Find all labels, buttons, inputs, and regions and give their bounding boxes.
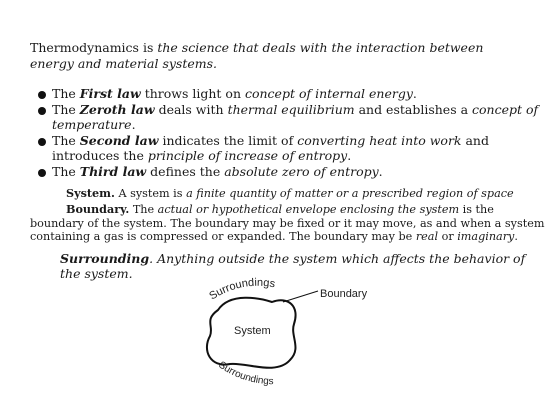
system-label: System: [234, 325, 271, 337]
surroundings-bottom-label: Surroundings: [216, 359, 274, 388]
list-item-third-law: The Third law defines the absolute zero of entropy.: [38, 164, 548, 179]
system-boundary-diagram: [190, 276, 390, 396]
law-name: First law: [79, 86, 141, 101]
list-item-first-law: The First law throws light on concept of internal energy.: [38, 86, 548, 101]
intro-lead: Thermodynamics is: [30, 40, 158, 55]
boundary-label: Boundary: [320, 288, 368, 300]
list-item-zeroth-law: The Zeroth law deals with thermal equilibrium and establishes a concept of temperature.: [38, 102, 548, 132]
bullet-icon: [38, 169, 46, 177]
intro-definition: the science that deals with the interaction between energy and material systems.: [30, 40, 484, 71]
system-term: System.: [66, 186, 115, 200]
law-name: Second law: [79, 133, 159, 148]
bullet-icon: [38, 138, 46, 146]
boundary-term: Boundary.: [66, 202, 130, 216]
boundary-leader-line: [283, 291, 318, 302]
law-name: Third law: [79, 164, 147, 179]
list-item-second-law: The Second law indicates the limit of converting heat into work and introduces the principle of increase of entropy.: [38, 133, 548, 163]
bullet-icon: [38, 107, 46, 115]
surrounding-definition: Surrounding. Anything outside the system which affects the behavior of the system.: [60, 251, 526, 281]
surroundings-top-label: Surroundings: [207, 276, 276, 303]
law-name: Zeroth law: [79, 102, 155, 117]
surrounding-term: Surrounding: [60, 251, 150, 266]
boundary-definition: Boundary. The actual or hypothetical envelope enclosing the system is the boundary of the system. The boundary may be fixed or it may move, as and when a system containing a gas is compressed or expanded. The boundary may be real or imaginary.: [30, 202, 545, 243]
intro-paragraph: [30, 40, 530, 72]
system-definition: System. A system is a finite quantity of matter or a prescribed region of space: [66, 186, 514, 200]
laws-list: [38, 86, 548, 180]
bullet-icon: [38, 91, 46, 99]
